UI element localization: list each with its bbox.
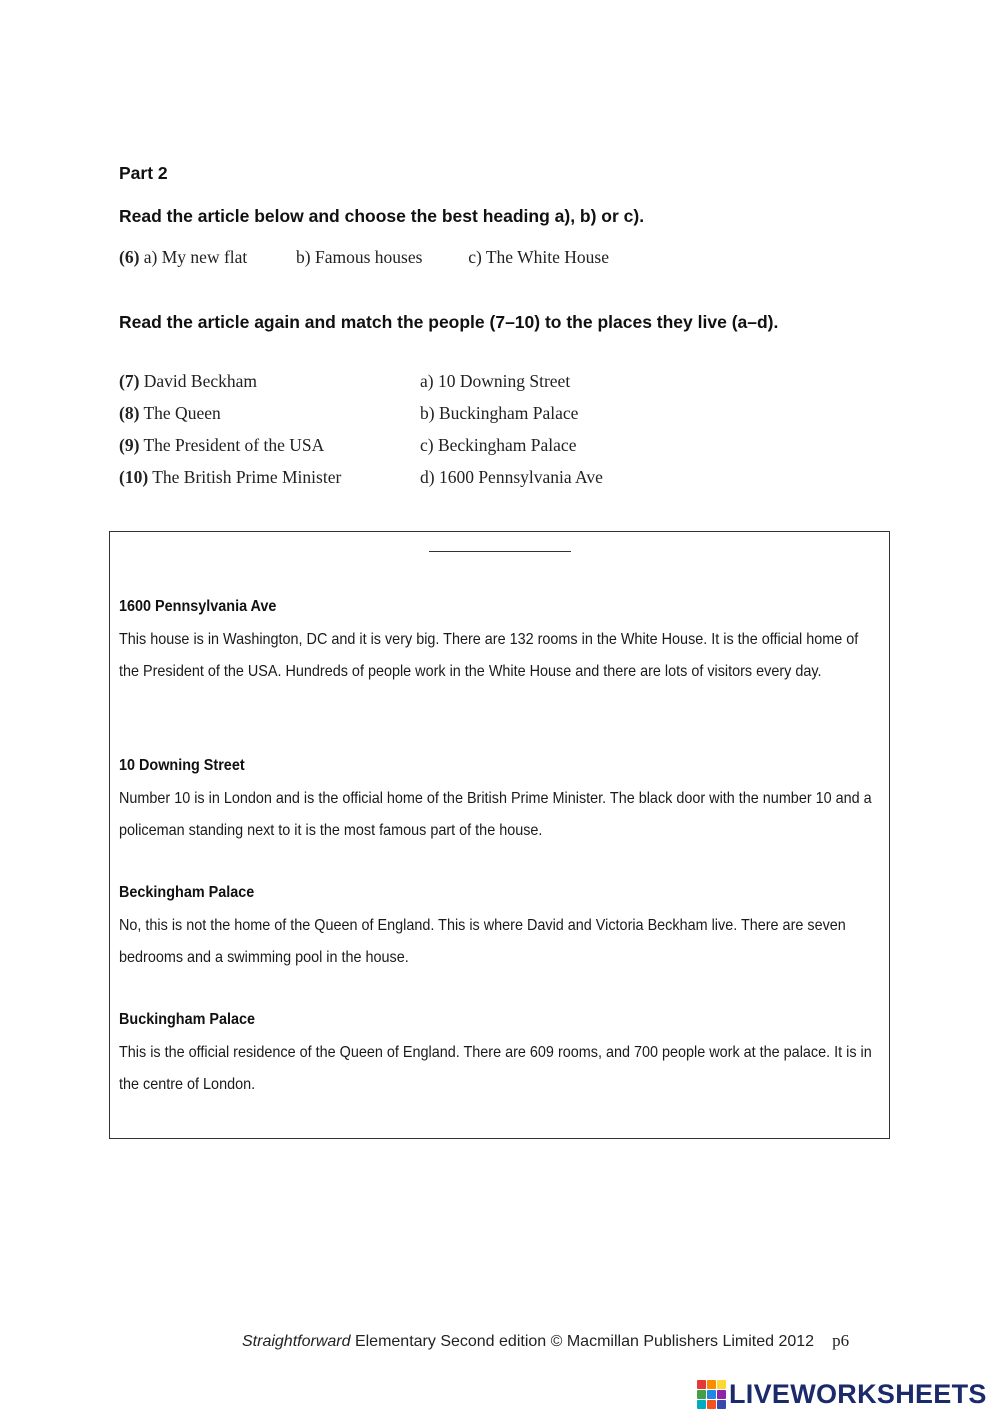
article-section-title: 1600 Pennsylvania Ave	[119, 598, 277, 615]
person-number: (8)	[119, 403, 140, 423]
article-box	[109, 531, 890, 1139]
liveworksheets-logo[interactable]	[697, 1378, 987, 1410]
place-option: a) 10 Downing Street	[420, 371, 571, 391]
part-title: Part 2	[119, 163, 168, 183]
article-section-text: Number 10 is in London and is the official home of the British Prime Minister. The black door with the number 10 and a policeman standing next to it is the most famous part of the house.	[119, 790, 872, 839]
copyright-text: Elementary Second edition © Macmillan Publishers Limited 2012	[350, 1333, 815, 1350]
logo-grid-icon	[697, 1380, 726, 1409]
person-number: (10)	[119, 467, 149, 487]
heading-answer-blank[interactable]	[429, 551, 571, 552]
person-number: (9)	[119, 435, 140, 455]
person-name: David Beckham	[143, 371, 258, 391]
article-section-text: This house is in Washington, DC and it is very big. There are 132 rooms in the White House. It is the official home of the President of the USA. Hundreds of people work in the White House and there are lots of visitors every day.	[119, 631, 859, 680]
article-section-text: This is the official residence of the Queen of England. There are 609 rooms, and 700 people work at the palace. It is in the centre of London.	[119, 1044, 872, 1093]
article-section-title: Buckingham Palace	[119, 1011, 256, 1028]
option-b: b) Famous houses	[296, 247, 423, 267]
article-section-title: Beckingham Palace	[119, 884, 255, 901]
copyright-footer	[242, 1331, 849, 1351]
article-section-title: 10 Downing Street	[119, 757, 245, 774]
place-option: c) Beckingham Palace	[420, 435, 577, 455]
matching-row	[119, 435, 739, 459]
logo-text: LIVEWORKSHEETS	[729, 1378, 987, 1409]
page-number: p6	[832, 1331, 850, 1350]
person-name: The Queen	[143, 403, 221, 423]
matching-row	[119, 371, 739, 395]
person-name: The President of the USA	[143, 435, 325, 455]
article-section-text: No, this is not the home of the Queen of England. This is where David and Victoria Beckham live. There are seven bedrooms and a swimming pool in the house.	[119, 917, 846, 966]
option-c: c) The White House	[468, 247, 609, 267]
matching-instruction: Read the article again and match the people (7–10) to the places they live (a–d).	[119, 312, 779, 332]
person-name: The British Prime Minister	[152, 467, 342, 487]
book-title: Straightforward	[242, 1333, 351, 1350]
person-number: (7)	[119, 371, 140, 391]
place-option: d) 1600 Pennsylvania Ave	[420, 467, 603, 487]
place-option: b) Buckingham Palace	[420, 403, 579, 423]
question-number: (6)	[119, 247, 140, 267]
heading-instruction: Read the article below and choose the best heading a), b) or c).	[119, 206, 645, 226]
heading-options	[119, 247, 609, 268]
matching-row	[119, 403, 739, 427]
matching-row	[119, 467, 739, 491]
option-a: a) My new flat	[143, 247, 248, 267]
